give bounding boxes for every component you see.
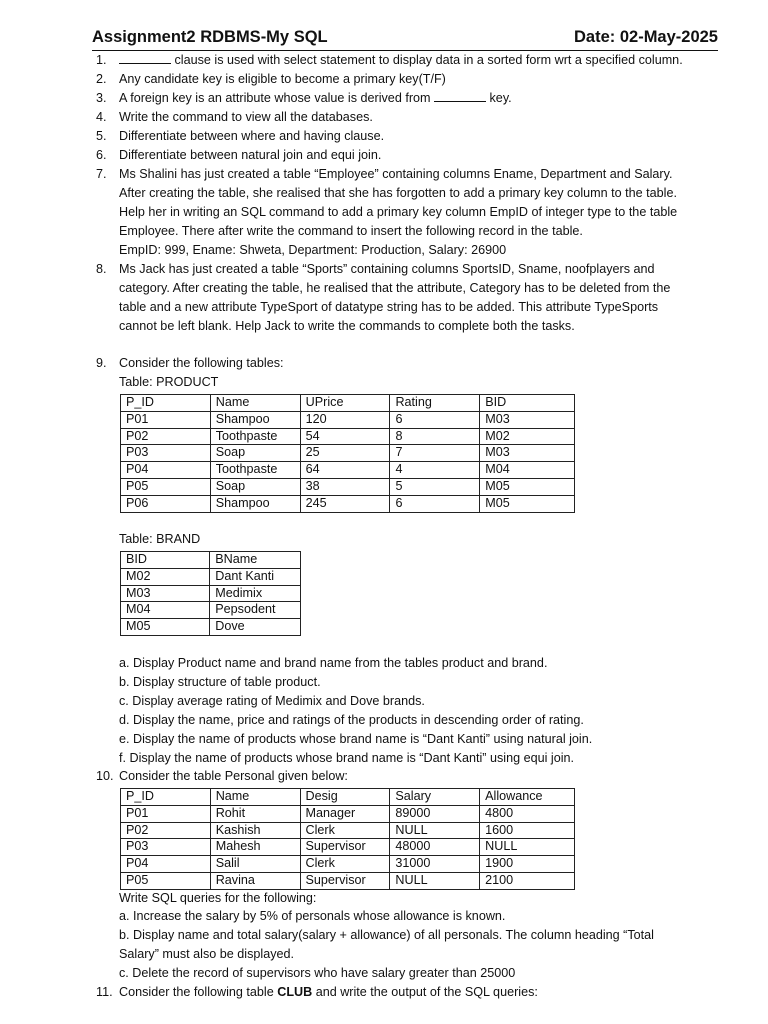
q10-part-a: a. Increase the salary by 5% of personals whose allowance is known. [119,909,506,923]
personal-table-cell: Clerk [300,822,390,839]
product-table-cell: Toothpaste [210,462,300,479]
question-number: 7. [96,167,107,181]
page-title: Assignment2 RDBMS-My SQL [92,28,328,46]
product-table-row [121,478,575,495]
product-table-cell: 245 [300,495,390,512]
question-7-line: After creating the table, she realised that she has forgotten to add a primary key column to the table. [119,186,677,200]
brand-table-cell: M05 [121,619,210,636]
question-text: Any candidate key is eligible to become a primary key(T/F) [119,72,446,86]
question-text-end: key. [486,91,512,105]
product-table-cell: Soap [210,478,300,495]
personal-table-cell: P_ID [121,789,211,806]
product-table-cell: Name [210,395,300,412]
personal-table-cell: NULL [480,839,575,856]
brand-table-cell: Dove [210,619,301,636]
personal-table-cell: Kashish [210,822,300,839]
brand-table-cell: Pepsodent [210,602,301,619]
question-number: 3. [96,91,107,105]
personal-table-cell: P04 [121,856,211,873]
question-number: 2. [96,72,107,86]
question-text: Differentiate between natural join and equi join. [119,148,382,162]
question-text: clause is used with select statement to display data in a sorted form wrt a specified column. [171,53,683,67]
brand-table-row [121,568,301,585]
personal-table-cell: 1600 [480,822,575,839]
product-table-cell: 8 [390,428,480,445]
answer-blank [434,89,486,102]
question-number: 8. [96,262,107,276]
product-table-cell: Soap [210,445,300,462]
product-table-cell: M03 [480,445,575,462]
product-table-cell: Toothpaste [210,428,300,445]
brand-table-cell: M04 [121,602,210,619]
product-table-label: Table: PRODUCT [119,375,219,389]
question-7-line: Employee. There after write the command to insert the following record in the table. [119,224,583,238]
product-table-header-row [121,395,575,412]
personal-table-cell: Salary [390,789,480,806]
personal-table-cell: 48000 [390,839,480,856]
question-8-line: table and a new attribute TypeSport of datatype string has to be added. This attribute TypeSports [119,300,659,314]
q10-part-b: b. Display name and total salary(salary + allowance) of all personals. The column heading “Total [119,928,654,942]
brand-table-cell: BID [121,552,210,569]
question-number: 6. [96,148,107,162]
product-table-row [121,462,575,479]
question-number: 4. [96,110,107,124]
q10-part-c: c. Delete the record of supervisors who have salary greater than 25000 [119,966,516,980]
personal-table-cell: Manager [300,805,390,822]
product-table-cell: P05 [121,478,211,495]
personal-table-cell: Name [210,789,300,806]
product-table-row [121,495,575,512]
product-table-cell: M03 [480,411,575,428]
brand-table-cell: M03 [121,585,210,602]
personal-table-cell: NULL [390,822,480,839]
personal-table-row [121,805,575,822]
question-text: Differentiate between where and having clause. [119,129,385,143]
brand-table-cell: Medimix [210,585,301,602]
personal-table-row [121,872,575,889]
personal-table-cell: Ravina [210,872,300,889]
product-table-cell: P01 [121,411,211,428]
product-table-cell: BID [480,395,575,412]
brand-table-header-row [121,552,301,569]
product-table-cell: M04 [480,462,575,479]
product-table-row [121,411,575,428]
product-table-cell: 64 [300,462,390,479]
personal-table-cell: Mahesh [210,839,300,856]
q10-line: Write SQL queries for the following: [119,891,317,905]
personal-table-cell: P02 [121,822,211,839]
q10-part-b-cont: Salary” must also be displayed. [119,947,294,961]
product-table-cell: Shampoo [210,495,300,512]
question-7-line: Ms Shalini has just created a table “Employee” containing columns Ename, Department and Salary. [119,167,673,181]
product-table-cell: 7 [390,445,480,462]
page-header [92,28,718,51]
page-date: Date: 02-May-2025 [574,28,718,46]
question-8-line: Ms Jack has just created a table “Sports” containing columns SportsID, Sname, noofplayers and [119,262,655,276]
personal-table-cell: Clerk [300,856,390,873]
product-table-cell: 120 [300,411,390,428]
personal-table-cell: Allowance [480,789,575,806]
personal-table [120,788,575,890]
brand-table-cell: M02 [121,568,210,585]
question-number: 5. [96,129,107,143]
q9-part-a: a. Display Product name and brand name from the tables product and brand. [119,656,548,670]
personal-table-cell: Supervisor [300,872,390,889]
product-table-row [121,428,575,445]
q9-part-f: f. Display the name of products whose brand name is “Dant Kanti” using equi join. [119,751,575,765]
personal-table-header-row [121,789,575,806]
personal-table-cell: Salil [210,856,300,873]
personal-table-cell: 2100 [480,872,575,889]
personal-table-cell: 1900 [480,856,575,873]
brand-table-row [121,602,301,619]
product-table [120,394,575,513]
personal-table-cell: P01 [121,805,211,822]
product-table-cell: 6 [390,411,480,428]
personal-table-cell: Desig [300,789,390,806]
question-9-intro: Consider the following tables: [119,356,284,370]
question-number: 10. [96,769,114,783]
product-table-cell: 38 [300,478,390,495]
personal-table-row [121,839,575,856]
question-number: 9. [96,356,107,370]
personal-table-cell: 4800 [480,805,575,822]
personal-table-cell: P03 [121,839,211,856]
product-table-cell: 4 [390,462,480,479]
product-table-cell: P03 [121,445,211,462]
product-table-cell: 5 [390,478,480,495]
question-number: 11. [96,985,113,999]
question-7-line: Help her in writing an SQL command to add a primary key column EmpID of integer type to the table [119,205,678,219]
q9-part-d: d. Display the name, price and ratings of the products in descending order of rating. [119,713,584,727]
question-7-line: EmpID: 999, Ename: Shweta, Department: Production, Salary: 26900 [119,243,507,257]
personal-table-cell: Supervisor [300,839,390,856]
personal-table-cell: 31000 [390,856,480,873]
question-8-line: cannot be left blank. Help Jack to write the commands to complete both the tasks. [119,319,575,333]
personal-table-cell: 89000 [390,805,480,822]
product-table-cell: UPrice [300,395,390,412]
table-name-club: CLUB [277,985,313,999]
product-table-cell: M05 [480,495,575,512]
product-table-cell: Rating [390,395,480,412]
brand-table-cell: Dant Kanti [210,568,301,585]
personal-table-cell: NULL [390,872,480,889]
question-8-line: category. After creating the table, he realised that the attribute, Category has to be deleted from the [119,281,671,295]
product-table-cell: P02 [121,428,211,445]
question-10-intro: Consider the table Personal given below: [119,769,348,783]
product-table-cell: 6 [390,495,480,512]
q9-part-b: b. Display structure of table product. [119,675,321,689]
brand-table-row [121,585,301,602]
q9-part-e: e. Display the name of products whose brand name is “Dant Kanti” using natural join. [119,732,593,746]
brand-table [120,551,301,636]
product-table-cell: P_ID [121,395,211,412]
question-text: A foreign key is an attribute whose value is derived from [119,91,435,105]
product-table-cell: P04 [121,462,211,479]
product-table-cell: P06 [121,495,211,512]
q9-part-c: c. Display average rating of Medimix and Dove brands. [119,694,425,708]
personal-table-row [121,856,575,873]
brand-table-cell: BName [210,552,301,569]
personal-table-row [121,822,575,839]
product-table-row [121,445,575,462]
answer-blank [119,51,171,64]
product-table-cell: 54 [300,428,390,445]
product-table-cell: M02 [480,428,575,445]
brand-table-row [121,619,301,636]
question-text: Write the command to view all the databases. [119,110,373,124]
brand-table-label: Table: BRAND [119,532,201,546]
product-table-cell: M05 [480,478,575,495]
personal-table-cell: P05 [121,872,211,889]
question-number: 1. [96,53,107,67]
question-11-text: Consider the following table CLUB and write the output of the SQL queries: [119,985,538,999]
product-table-cell: Shampoo [210,411,300,428]
product-table-cell: 25 [300,445,390,462]
personal-table-cell: Rohit [210,805,300,822]
